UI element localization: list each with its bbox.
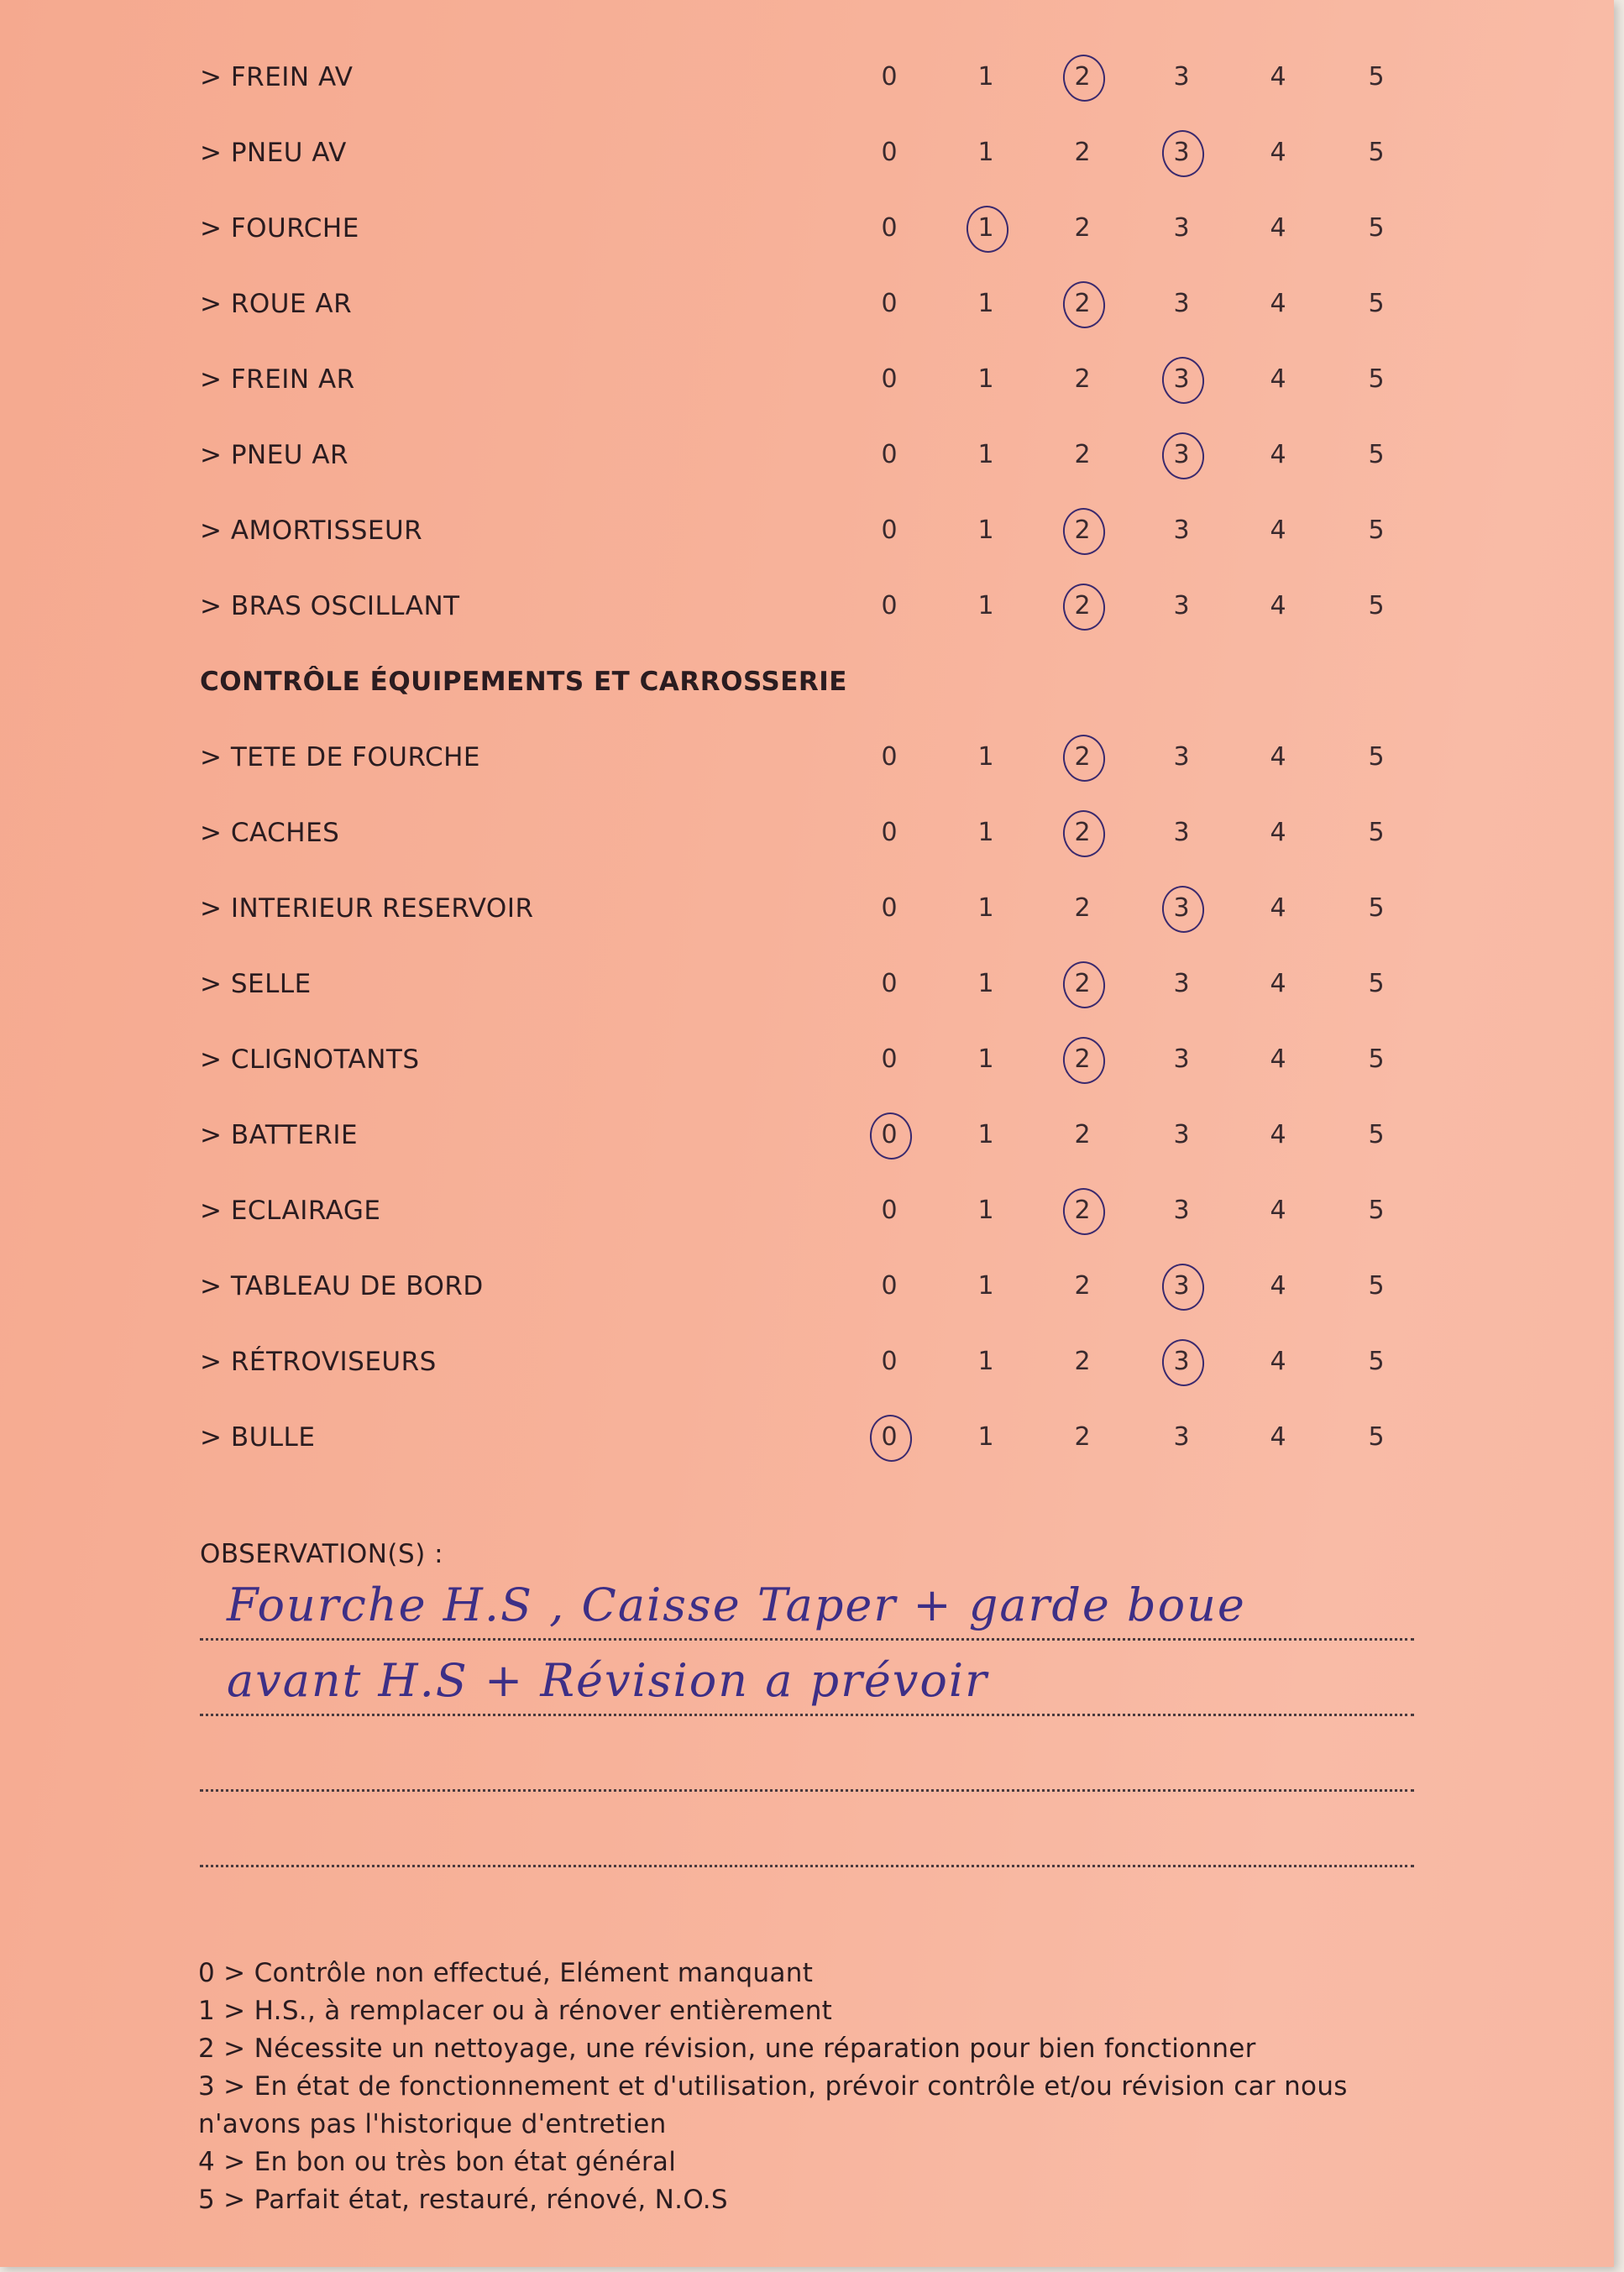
rating-option-3[interactable] <box>1160 742 1202 772</box>
rating-value: 2 <box>1074 1196 1091 1225</box>
rating-option-4[interactable] <box>1257 138 1299 167</box>
rating-value: 3 <box>1173 1196 1190 1225</box>
rating-value: 2 <box>1074 213 1091 243</box>
rating-option-1[interactable] <box>965 1120 1007 1149</box>
rating-value: 0 <box>881 364 898 394</box>
rating-value: 4 <box>1270 440 1286 469</box>
rating-value: 1 <box>977 1120 994 1149</box>
rating-value: 4 <box>1270 1271 1286 1301</box>
rating-value: 4 <box>1270 818 1286 847</box>
rating-value: 3 <box>1173 516 1190 545</box>
rating-value: 3 <box>1173 818 1190 847</box>
rating-value: 0 <box>881 742 898 772</box>
rating-option-4[interactable] <box>1257 289 1299 318</box>
inspection-item-label: > FREIN AV <box>200 62 354 92</box>
rating-value: 3 <box>1173 440 1190 469</box>
rating-option-4[interactable] <box>1257 1044 1299 1074</box>
rating-value: 4 <box>1270 1044 1286 1074</box>
rating-value: 3 <box>1173 1120 1190 1149</box>
rating-value: 1 <box>977 591 994 620</box>
rating-value: 1 <box>977 138 994 167</box>
rating-option-2[interactable] <box>1061 1120 1103 1149</box>
rating-legend <box>198 1955 1424 2219</box>
inspection-item-label: > BRAS OSCILLANT <box>200 591 460 621</box>
rating-option-5[interactable] <box>1355 818 1397 847</box>
inspection-item-label: > FREIN AR <box>200 364 355 395</box>
rating-value: 5 <box>1368 289 1385 318</box>
rating-option-3[interactable] <box>1160 138 1202 167</box>
rating-value: 2 <box>1074 818 1091 847</box>
rating-option-1[interactable] <box>965 440 1007 469</box>
rating-option-1[interactable] <box>965 742 1007 772</box>
rating-option-2[interactable] <box>1061 1271 1103 1301</box>
rating-value: 5 <box>1368 1271 1385 1301</box>
rating-value: 0 <box>881 440 898 469</box>
inspection-item-label: > CACHES <box>200 818 340 848</box>
rating-option-3[interactable] <box>1160 440 1202 469</box>
rating-option-5[interactable] <box>1355 1044 1397 1074</box>
rating-value: 3 <box>1173 62 1190 92</box>
rating-option-1[interactable] <box>965 1044 1007 1074</box>
rating-option-5[interactable] <box>1355 591 1397 620</box>
rating-option-0[interactable] <box>868 1196 910 1225</box>
rating-option-3[interactable] <box>1160 1347 1202 1376</box>
rating-option-5[interactable] <box>1355 289 1397 318</box>
inspection-row <box>0 346 1614 421</box>
rating-value: 3 <box>1173 893 1190 923</box>
legend-item-4: 4 > En bon ou très bon état général <box>198 2147 677 2177</box>
inspection-item-label: > TABLEAU DE BORD <box>200 1271 484 1301</box>
rating-value: 3 <box>1173 742 1190 772</box>
rating-option-2[interactable] <box>1061 1196 1103 1225</box>
rating-value: 5 <box>1368 969 1385 998</box>
rating-option-4[interactable] <box>1257 62 1299 92</box>
legend-item-1: 1 > H.S., à remplacer ou à rénover entièrement <box>198 1996 833 2026</box>
rating-option-3[interactable] <box>1160 1271 1202 1301</box>
rating-option-2[interactable] <box>1061 138 1103 167</box>
rating-option-5[interactable] <box>1355 138 1397 167</box>
rating-option-5[interactable] <box>1355 1120 1397 1149</box>
rating-value: 2 <box>1074 1120 1091 1149</box>
rating-option-2[interactable] <box>1061 818 1103 847</box>
rating-value: 1 <box>977 1044 994 1074</box>
rating-option-0[interactable] <box>868 893 910 923</box>
rating-value: 5 <box>1368 516 1385 545</box>
rating-option-2[interactable] <box>1061 969 1103 998</box>
rating-value: 0 <box>881 1120 898 1149</box>
rating-option-0[interactable] <box>868 1120 910 1149</box>
rating-value: 4 <box>1270 516 1286 545</box>
rating-option-0[interactable] <box>868 289 910 318</box>
inspection-row <box>0 724 1614 799</box>
rating-option-5[interactable] <box>1355 1422 1397 1452</box>
rating-value: 4 <box>1270 591 1286 620</box>
rating-option-5[interactable] <box>1355 1347 1397 1376</box>
rating-option-3[interactable] <box>1160 1196 1202 1225</box>
rating-value: 1 <box>977 818 994 847</box>
rating-value: 4 <box>1270 1120 1286 1149</box>
rating-value: 3 <box>1173 591 1190 620</box>
rating-option-0[interactable] <box>868 364 910 394</box>
inspection-row <box>0 119 1614 195</box>
rating-option-3[interactable] <box>1160 516 1202 545</box>
rating-value: 0 <box>881 893 898 923</box>
rating-option-2[interactable] <box>1061 289 1103 318</box>
rating-option-1[interactable] <box>965 591 1007 620</box>
rating-option-2[interactable] <box>1061 364 1103 394</box>
inspection-item-label: > TETE DE FOURCHE <box>200 742 480 772</box>
rating-option-0[interactable] <box>868 818 910 847</box>
rating-option-5[interactable] <box>1355 1196 1397 1225</box>
rating-option-2[interactable] <box>1061 440 1103 469</box>
rating-option-3[interactable] <box>1160 969 1202 998</box>
rating-value: 5 <box>1368 213 1385 243</box>
observation-line-1-text: Fourche H.S , Caisse Taper + garde boue <box>227 1578 1246 1631</box>
rating-value: 2 <box>1074 289 1091 318</box>
inspection-item-label: > AMORTISSEUR <box>200 516 423 546</box>
rating-option-5[interactable] <box>1355 893 1397 923</box>
inspection-row <box>0 950 1614 1026</box>
rating-option-4[interactable] <box>1257 1120 1299 1149</box>
rating-option-4[interactable] <box>1257 591 1299 620</box>
rating-value: 3 <box>1173 1422 1190 1452</box>
rating-option-1[interactable] <box>965 1422 1007 1452</box>
rating-value: 0 <box>881 1271 898 1301</box>
inspection-row <box>0 1177 1614 1253</box>
rating-value: 2 <box>1074 591 1091 620</box>
inspection-row <box>0 1253 1614 1328</box>
rating-value: 5 <box>1368 893 1385 923</box>
rating-value: 1 <box>977 742 994 772</box>
observation-line-1[interactable] <box>200 1638 1414 1641</box>
rating-option-1[interactable] <box>965 516 1007 545</box>
rating-value: 5 <box>1368 742 1385 772</box>
rating-option-5[interactable] <box>1355 516 1397 545</box>
rating-value: 1 <box>977 213 994 243</box>
inspection-row <box>0 1026 1614 1102</box>
rating-option-4[interactable] <box>1257 1271 1299 1301</box>
rating-option-0[interactable] <box>868 969 910 998</box>
rating-value: 0 <box>881 138 898 167</box>
rating-option-2[interactable] <box>1061 893 1103 923</box>
inspection-item-label: > FOURCHE <box>200 213 359 243</box>
rating-value: 4 <box>1270 1347 1286 1376</box>
rating-option-1[interactable] <box>965 62 1007 92</box>
rating-option-4[interactable] <box>1257 893 1299 923</box>
rating-option-2[interactable] <box>1061 1044 1103 1074</box>
rating-value: 4 <box>1270 1196 1286 1225</box>
rating-value: 4 <box>1270 62 1286 92</box>
inspection-row <box>0 573 1614 648</box>
rating-option-1[interactable] <box>965 1196 1007 1225</box>
rating-value: 0 <box>881 213 898 243</box>
rating-value: 1 <box>977 1422 994 1452</box>
inspection-rows <box>0 44 1614 1479</box>
rating-option-3[interactable] <box>1160 62 1202 92</box>
rating-option-5[interactable] <box>1355 969 1397 998</box>
rating-value: 5 <box>1368 138 1385 167</box>
rating-value: 5 <box>1368 440 1385 469</box>
rating-option-4[interactable] <box>1257 440 1299 469</box>
rating-option-1[interactable] <box>965 1347 1007 1376</box>
rating-value: 3 <box>1173 1271 1190 1301</box>
inspection-item-label: > ROUE AR <box>200 289 353 319</box>
rating-value: 4 <box>1270 364 1286 394</box>
rating-value: 2 <box>1074 1271 1091 1301</box>
rating-value: 4 <box>1270 1422 1286 1452</box>
rating-value: 0 <box>881 1422 898 1452</box>
inspection-row <box>0 1328 1614 1404</box>
inspection-row <box>0 799 1614 875</box>
rating-option-0[interactable] <box>868 1422 910 1452</box>
rating-value: 5 <box>1368 591 1385 620</box>
inspection-item-label: > ECLAIRAGE <box>200 1196 381 1226</box>
section-heading-row <box>0 648 1614 724</box>
inspection-row <box>0 44 1614 119</box>
rating-option-4[interactable] <box>1257 516 1299 545</box>
rating-option-1[interactable] <box>965 213 1007 243</box>
rating-option-1[interactable] <box>965 364 1007 394</box>
rating-option-0[interactable] <box>868 591 910 620</box>
rating-value: 0 <box>881 516 898 545</box>
rating-option-4[interactable] <box>1257 213 1299 243</box>
rating-option-0[interactable] <box>868 440 910 469</box>
rating-option-3[interactable] <box>1160 1422 1202 1452</box>
legend-item-0: 0 > Contrôle non effectué, Elément manquant <box>198 1958 814 1988</box>
rating-option-4[interactable] <box>1257 969 1299 998</box>
rating-value: 1 <box>977 364 994 394</box>
rating-option-5[interactable] <box>1355 440 1397 469</box>
inspection-row <box>0 497 1614 573</box>
rating-value: 0 <box>881 1196 898 1225</box>
section-heading: CONTRÔLE ÉQUIPEMENTS ET CARROSSERIE <box>200 667 847 697</box>
rating-value: 3 <box>1173 138 1190 167</box>
rating-value: 1 <box>977 1347 994 1376</box>
inspection-item-label: > BULLE <box>200 1422 316 1453</box>
inspection-row <box>0 195 1614 270</box>
rating-value: 0 <box>881 289 898 318</box>
rating-value: 0 <box>881 591 898 620</box>
rating-value: 4 <box>1270 138 1286 167</box>
rating-option-0[interactable] <box>868 213 910 243</box>
rating-value: 1 <box>977 440 994 469</box>
rating-value: 0 <box>881 62 898 92</box>
rating-value: 4 <box>1270 893 1286 923</box>
rating-value: 4 <box>1270 213 1286 243</box>
legend-item-3-continued: n'avons pas l'historique d'entretien <box>198 2109 667 2139</box>
rating-value: 5 <box>1368 1422 1385 1452</box>
rating-value: 1 <box>977 62 994 92</box>
rating-option-4[interactable] <box>1257 742 1299 772</box>
rating-option-3[interactable] <box>1160 213 1202 243</box>
rating-value: 0 <box>881 1347 898 1376</box>
rating-option-2[interactable] <box>1061 62 1103 92</box>
rating-option-5[interactable] <box>1355 62 1397 92</box>
rating-value: 2 <box>1074 1044 1091 1074</box>
rating-option-1[interactable] <box>965 138 1007 167</box>
rating-value: 0 <box>881 969 898 998</box>
rating-value: 0 <box>881 818 898 847</box>
rating-option-0[interactable] <box>868 1347 910 1376</box>
legend-item-5: 5 > Parfait état, restauré, rénové, N.O.S <box>198 2185 728 2215</box>
rating-value: 2 <box>1074 62 1091 92</box>
rating-value: 5 <box>1368 818 1385 847</box>
rating-option-2[interactable] <box>1061 742 1103 772</box>
rating-option-5[interactable] <box>1355 1271 1397 1301</box>
rating-option-3[interactable] <box>1160 1120 1202 1149</box>
rating-value: 2 <box>1074 969 1091 998</box>
inspection-row <box>0 1102 1614 1177</box>
rating-option-3[interactable] <box>1160 818 1202 847</box>
rating-option-0[interactable] <box>868 62 910 92</box>
rating-value: 1 <box>977 893 994 923</box>
rating-option-5[interactable] <box>1355 364 1397 394</box>
inspection-item-label: > BATTERIE <box>200 1120 359 1150</box>
rating-option-4[interactable] <box>1257 1347 1299 1376</box>
rating-option-2[interactable] <box>1061 1347 1103 1376</box>
rating-option-5[interactable] <box>1355 742 1397 772</box>
rating-value: 1 <box>977 1271 994 1301</box>
rating-option-3[interactable] <box>1160 893 1202 923</box>
rating-value: 2 <box>1074 893 1091 923</box>
rating-value: 2 <box>1074 1347 1091 1376</box>
observation-line-4[interactable] <box>200 1865 1414 1867</box>
rating-value: 0 <box>881 1044 898 1074</box>
rating-value: 4 <box>1270 969 1286 998</box>
rating-option-3[interactable] <box>1160 289 1202 318</box>
rating-option-1[interactable] <box>965 818 1007 847</box>
rating-value: 1 <box>977 516 994 545</box>
rating-option-0[interactable] <box>868 138 910 167</box>
rating-value: 1 <box>977 1196 994 1225</box>
inspection-row <box>0 1404 1614 1479</box>
rating-value: 3 <box>1173 289 1190 318</box>
rating-option-5[interactable] <box>1355 213 1397 243</box>
rating-option-0[interactable] <box>868 516 910 545</box>
inspection-item-label: > SELLE <box>200 969 312 999</box>
inspection-row <box>0 875 1614 950</box>
rating-option-3[interactable] <box>1160 591 1202 620</box>
rating-option-4[interactable] <box>1257 364 1299 394</box>
rating-option-1[interactable] <box>965 289 1007 318</box>
rating-value: 2 <box>1074 742 1091 772</box>
rating-option-2[interactable] <box>1061 591 1103 620</box>
rating-option-4[interactable] <box>1257 818 1299 847</box>
rating-value: 1 <box>977 289 994 318</box>
rating-value: 3 <box>1173 213 1190 243</box>
rating-value: 5 <box>1368 1120 1385 1149</box>
rating-option-0[interactable] <box>868 1044 910 1074</box>
rating-value: 3 <box>1173 1044 1190 1074</box>
rating-value: 4 <box>1270 289 1286 318</box>
rating-value: 3 <box>1173 969 1190 998</box>
rating-option-2[interactable] <box>1061 516 1103 545</box>
rating-value: 5 <box>1368 62 1385 92</box>
inspection-item-label: > PNEU AR <box>200 440 349 470</box>
rating-option-3[interactable] <box>1160 1044 1202 1074</box>
rating-value: 4 <box>1270 742 1286 772</box>
rating-value: 5 <box>1368 1044 1385 1074</box>
rating-option-0[interactable] <box>868 1271 910 1301</box>
inspection-row <box>0 270 1614 346</box>
observations-label: OBSERVATION(S) : <box>200 1539 444 1569</box>
rating-value: 5 <box>1368 1196 1385 1225</box>
inspection-item-label: > PNEU AV <box>200 138 347 168</box>
rating-value: 2 <box>1074 364 1091 394</box>
rating-value: 5 <box>1368 1347 1385 1376</box>
inspection-row <box>0 421 1614 497</box>
observation-line-3[interactable] <box>200 1789 1414 1792</box>
rating-option-3[interactable] <box>1160 364 1202 394</box>
rating-option-1[interactable] <box>965 893 1007 923</box>
rating-option-4[interactable] <box>1257 1196 1299 1225</box>
inspection-item-label: > CLIGNOTANTS <box>200 1044 420 1075</box>
observation-line-2-text: avant H.S + Révision a prévoir <box>227 1654 988 1707</box>
rating-option-0[interactable] <box>868 742 910 772</box>
rating-option-2[interactable] <box>1061 1422 1103 1452</box>
rating-option-2[interactable] <box>1061 213 1103 243</box>
inspection-item-label: > RÉTROVISEURS <box>200 1347 437 1377</box>
rating-value: 3 <box>1173 364 1190 394</box>
rating-value: 2 <box>1074 440 1091 469</box>
observation-line-2[interactable] <box>200 1714 1414 1716</box>
rating-value: 2 <box>1074 516 1091 545</box>
legend-item-3: 3 > En état de fonctionnement et d'utilisation, prévoir contrôle et/ou révision car nous <box>198 2071 1348 2102</box>
legend-item-2: 2 > Nécessite un nettoyage, une révision, une réparation pour bien fonctionner <box>198 2034 1256 2064</box>
rating-value: 3 <box>1173 1347 1190 1376</box>
rating-value: 2 <box>1074 138 1091 167</box>
rating-option-1[interactable] <box>965 969 1007 998</box>
rating-value: 5 <box>1368 364 1385 394</box>
rating-option-4[interactable] <box>1257 1422 1299 1452</box>
rating-option-1[interactable] <box>965 1271 1007 1301</box>
inspection-item-label: > INTERIEUR RESERVOIR <box>200 893 534 924</box>
rating-value: 2 <box>1074 1422 1091 1452</box>
rating-value: 1 <box>977 969 994 998</box>
